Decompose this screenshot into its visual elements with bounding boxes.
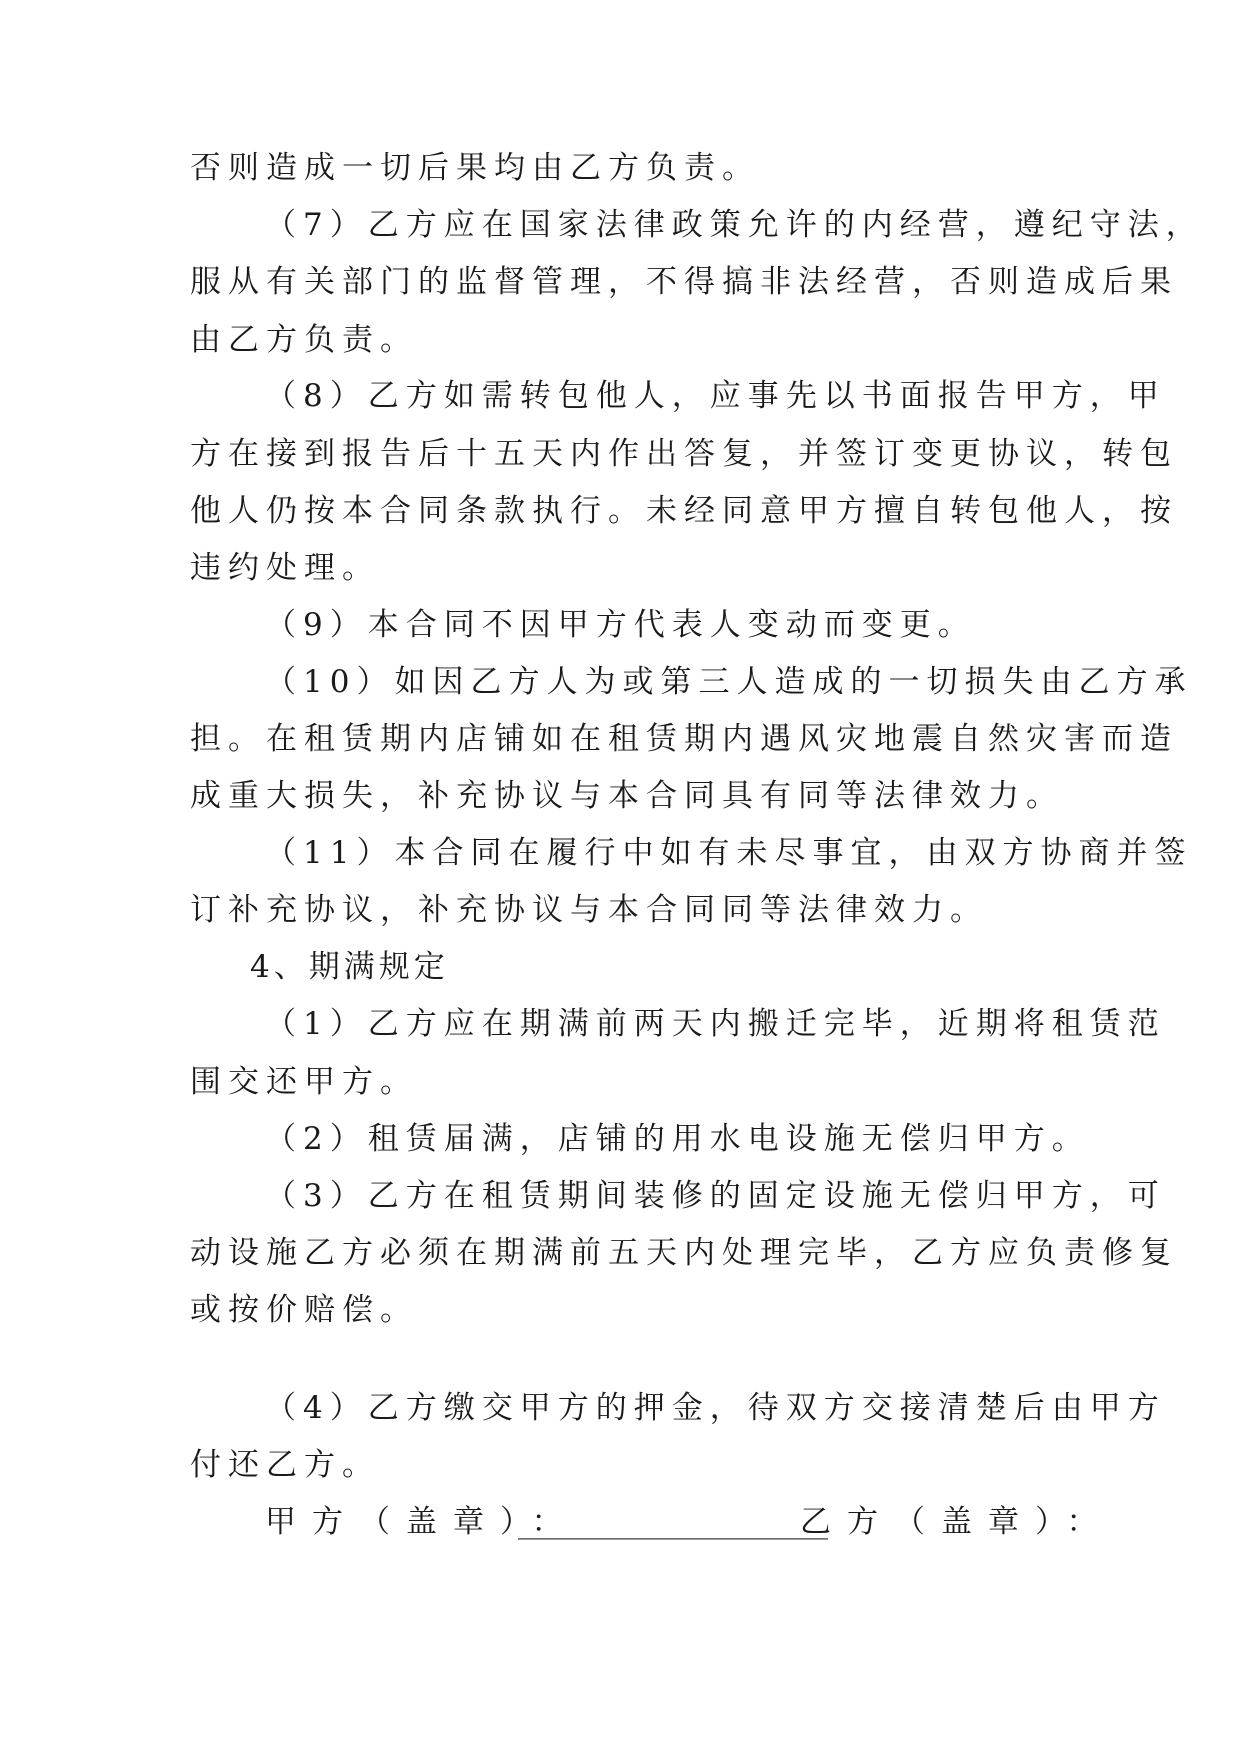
text-line: 否则造成一切后果均由乙方负责。 <box>190 150 760 186</box>
text-line: （7）乙方应在国家法律政策允许的内经营，遵纪守法， <box>265 207 1204 243</box>
text-line: （10）如因乙方人为或第三人造成的一切损失由乙方承 <box>265 664 1193 700</box>
text-line: 订补充协议，补充协议与本合同同等法律效力。 <box>190 892 988 928</box>
text-line: （4）乙方缴交甲方的押金，待双方交接清楚后由甲方 <box>265 1390 1166 1426</box>
party-a-signature-label: 甲方（盖章）： <box>265 1504 579 1540</box>
text-line: 或按价赔偿。 <box>190 1292 418 1328</box>
text-line: 动设施乙方必须在期满前五天内处理完毕，乙方应负责修复 <box>190 1235 1178 1271</box>
party-b-signature-label: 乙方（盖章）： <box>800 1504 1114 1540</box>
text-line: 围交还甲方。 <box>190 1064 418 1100</box>
text-line: （8）乙方如需转包他人，应事先以书面报告甲方，甲 <box>265 378 1166 414</box>
text-line: （9）本合同不因甲方代表人变动而变更。 <box>265 607 976 643</box>
text-line: 付还乙方。 <box>190 1447 380 1483</box>
text-line: 他人仍按本合同条款执行。未经同意甲方擅自转包他人，按 <box>190 493 1178 529</box>
signature-blank: ____________________ <box>518 1504 828 1540</box>
text-line: 由乙方负责。 <box>190 322 418 358</box>
text-line: （2）租赁届满，店铺的用水电设施无偿归甲方。 <box>265 1121 1090 1157</box>
text-line: 方在接到报告后十五天内作出答复，并签订变更协议，转包 <box>190 436 1178 472</box>
text-line: （1）乙方应在期满前两天内搬迁完毕，近期将租赁范 <box>265 1006 1166 1042</box>
section-heading: 4、期满规定 <box>250 949 449 985</box>
text-line: （3）乙方在租赁期间装修的固定设施无偿归甲方，可 <box>265 1178 1166 1214</box>
text-line: （11）本合同在履行中如有未尽事宜，由双方协商并签 <box>265 835 1193 871</box>
text-line: 成重大损失，补充协议与本合同具有同等法律效力。 <box>190 778 1064 814</box>
text-line: 违约处理。 <box>190 550 380 586</box>
text-line: 服从有关部门的监督管理，不得搞非法经营，否则造成后果 <box>190 264 1178 300</box>
text-line: 担。在租赁期内店铺如在租赁期内遇风灾地震自然灾害而造 <box>190 721 1178 757</box>
